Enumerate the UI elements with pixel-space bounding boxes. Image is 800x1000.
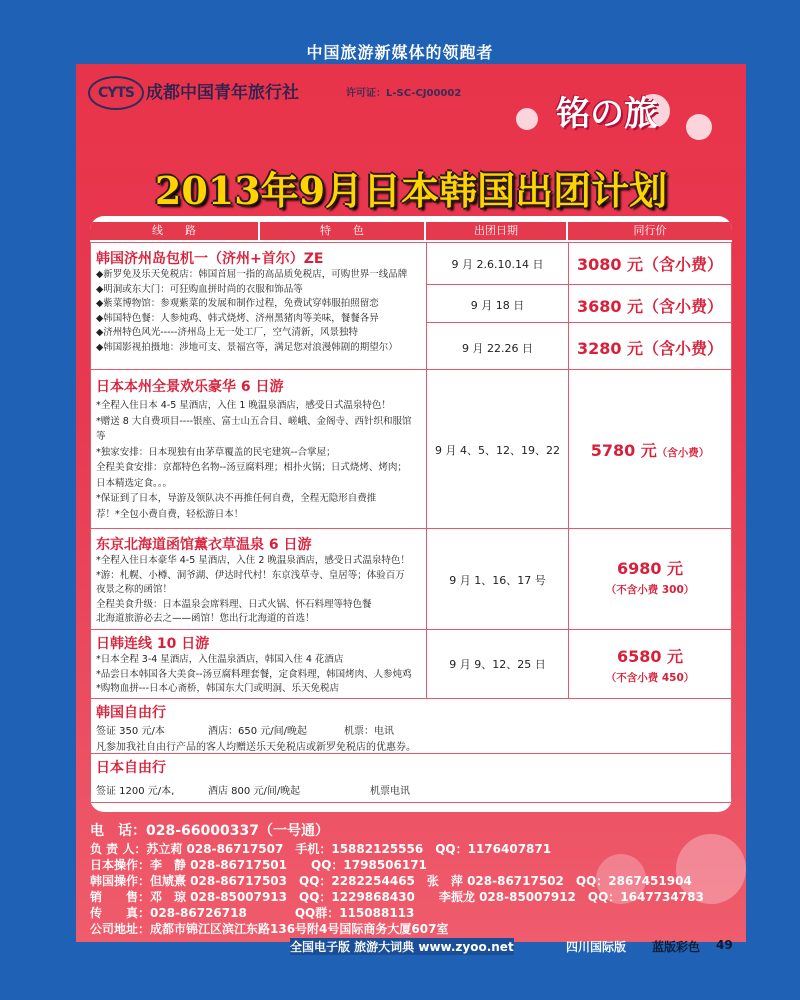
tour-description-hokkaido xyxy=(96,554,424,627)
column-header-date: 出团日期 xyxy=(426,222,566,240)
tour-table xyxy=(90,216,732,812)
tour-title-hokkaido: 东京北海道函馆薰衣草温泉 6 日游 xyxy=(96,537,312,553)
phone-line: 电 话：028-66000337（一号通） xyxy=(90,823,329,839)
free-trip-note: 凡参加我社自由行产品的客人均赠送乐天免税店或新罗免税店的优惠券。 xyxy=(96,742,416,753)
description-line: *赠送 8 大自费项目----银座、富士山五合目、嵯峨、金阁寺、西针织和服馆 xyxy=(96,415,412,427)
advert-page xyxy=(76,64,746,942)
price: 6980 元 xyxy=(616,559,684,578)
departure-date: 9 月 2.6.10.14 日 xyxy=(451,258,544,271)
description-line: ◆明洞或东大门：可狂购血拼时尚的衣服和饰品等 xyxy=(96,283,303,295)
tour-title-japan-free: 日本自由行 xyxy=(96,760,166,776)
brand-logo: 铭の旅 xyxy=(556,94,658,134)
departure-date: 9 月 22.26 日 xyxy=(462,342,533,355)
footer-site: 全国电子版 旅游大词典 www.zyoo.net xyxy=(290,940,514,954)
departure-date: 9 月 4、5、12、19、22 xyxy=(435,444,560,457)
description-line: ◆新罗免及乐天免税店：韩国首屈一指的高品质免税店，可购世界一线品牌 xyxy=(96,269,408,280)
description-line: *日本全程 3-4 星酒店，入住温泉酒店，韩国入住 4 花酒店 xyxy=(96,654,344,665)
agency-name: 成都中国青年旅行社 xyxy=(146,83,299,103)
description-line: ◆韩国特色餐：人参炖鸡、韩式烧烤、济州黑猪肉等美味，餐餐各异 xyxy=(96,312,379,324)
column-header-price: 同行价 xyxy=(568,222,732,240)
description-line: ◆济州特色风光-----济州岛上无一处工厂，空气清新，风景独特 xyxy=(96,327,358,338)
description-line: *保证到了日本，导游及领队决不再推任何自费，全程无隐形自费推 xyxy=(96,493,377,504)
price: 5780 元 xyxy=(590,441,657,460)
top-slogan: 中国旅游新媒体的领跑者 xyxy=(306,43,494,62)
description-line: *独家安排：日本现独有由茅草覆盖的民宅建筑--合掌屋； xyxy=(96,446,336,458)
description-line: ◆韩国影视拍摄地：涉地可支、景福宫等，满足您对浪漫韩剧的期望尔） xyxy=(96,341,398,353)
description-line: 荐！*全包小费自费，轻松游日本！ xyxy=(96,508,244,520)
price-note: （不含小费 300） xyxy=(605,584,695,596)
description-line: 北海道旅游必去之——函馆！您出行北海道的首选！ xyxy=(96,613,315,624)
visa-fee: 签证 350 元/本 xyxy=(96,726,165,737)
price-group xyxy=(568,438,732,461)
table-row xyxy=(90,753,732,803)
footer-edition: 四川国际版 xyxy=(566,940,627,954)
column-header-features: 特 色 xyxy=(260,222,424,240)
address-line: 公司地址：成都市锦江区滨江东路136号附4号国际商务大厦607室 xyxy=(90,922,449,936)
page-title: 2013年9月日本韩国出团计划 xyxy=(154,168,668,213)
tour-title-korea-free: 韩国自由行 xyxy=(96,705,166,721)
price-note: （不含小费 450） xyxy=(605,672,695,684)
description-line: 等 xyxy=(96,431,106,442)
departure-date: 9 月 1、16、17 号 xyxy=(449,574,546,587)
departure-date: 9 月 9、12、25 日 xyxy=(449,658,546,671)
tour-title-japan-korea: 日韩连线 10 日游 xyxy=(96,636,210,652)
departure-date: 9 月 18 日 xyxy=(470,299,525,312)
agency-logo: CYTS xyxy=(88,76,144,110)
ticket-info: 机票：电讯 xyxy=(344,726,394,737)
description-line: 全程美食升级：日本温泉会席料理、日式火锅、怀石料理等特色餐 xyxy=(96,598,372,610)
contact-line: 负 责 人：苏立莉 028-86717507 手机：15882125556 QQ：1176407871 xyxy=(90,842,552,856)
price: 3680 元（含小费） xyxy=(576,297,724,316)
contact-line: 日本操作：李 静 028-86717501 QQ：1798506171 xyxy=(90,858,427,872)
description-line: *全程入住日本 4-5 星酒店，入住 1 晚温泉酒店，感受日式温泉特色！ xyxy=(96,400,391,411)
contact-line: 销 售：邓 琼 028-85007913 QQ：1229868430 李振龙 028-85007912 QQ：1647734783 xyxy=(90,890,704,904)
tour-description-jeju xyxy=(96,268,424,355)
description-line: *全程入住日本豪华 4-5 星酒店，入住 2 晚温泉酒店，感受日式温泉特色！ xyxy=(96,555,410,566)
price: 3080 元（含小费） xyxy=(576,255,724,274)
description-line: *游：札幌、小樽、洞爷湖、伊达时代村！东京浅草寺、皇居等；体验百万 xyxy=(96,569,405,581)
visa-fee: 签证 1200 元/本, xyxy=(96,786,175,797)
price: 6580 元 xyxy=(616,647,684,666)
footer xyxy=(290,936,740,956)
tour-description-honshu xyxy=(96,398,424,522)
footer-color-label: 蓝版彩色 xyxy=(652,940,701,954)
contact-line: 韩国操作：但虓熹 028-86717503 QQ：2282254465 张 萍 028-86717502 QQ：2867451904 xyxy=(90,874,692,888)
hotel-fee: 酒店：650 元/间/晚起 xyxy=(208,726,308,737)
tour-description-japan-korea xyxy=(96,653,424,697)
price-note: （含小费） xyxy=(656,447,710,459)
description-line: 全程美食安排：京都特色名物--汤豆腐料理；相扑火锅；日式烧烤、烤肉； xyxy=(96,462,407,473)
price: 3280 元（含小费） xyxy=(576,339,724,358)
description-line: 夜景之称的函馆！ xyxy=(96,584,173,595)
tour-title-jeju: 韩国济州岛包机一（济州+首尔）ZE xyxy=(96,251,324,267)
column-header-route: 线 路 xyxy=(90,222,258,240)
tour-title-honshu: 日本本州全景欢乐豪华 6 日游 xyxy=(96,379,284,395)
description-line: *购物血拼---日本心斋桥，韩国东大门或明洞、乐天免税店 xyxy=(96,683,340,694)
table-cell xyxy=(568,528,732,630)
contact-line: 传 真：028-86726718 QQ群：115088113 xyxy=(90,906,415,920)
description-line: 日本精选定食。。。 xyxy=(96,477,173,489)
description-line: ◆紫菜博物馆：参观紫菜的发展和制作过程，免费试穿韩服拍照留恋 xyxy=(96,298,379,309)
ticket-info: 机票电讯 xyxy=(370,786,410,797)
header xyxy=(76,64,746,154)
page-number: 49 xyxy=(716,938,733,952)
license-number: 许可证：L-SC-CJ00002 xyxy=(346,88,462,99)
hotel-fee: 酒店 800 元/间/晚起 xyxy=(208,786,301,797)
description-line: *品尝日本韩国各大美食--汤豆腐料理套餐，定食料理，韩国烤肉、人参炖鸡 xyxy=(96,668,412,680)
